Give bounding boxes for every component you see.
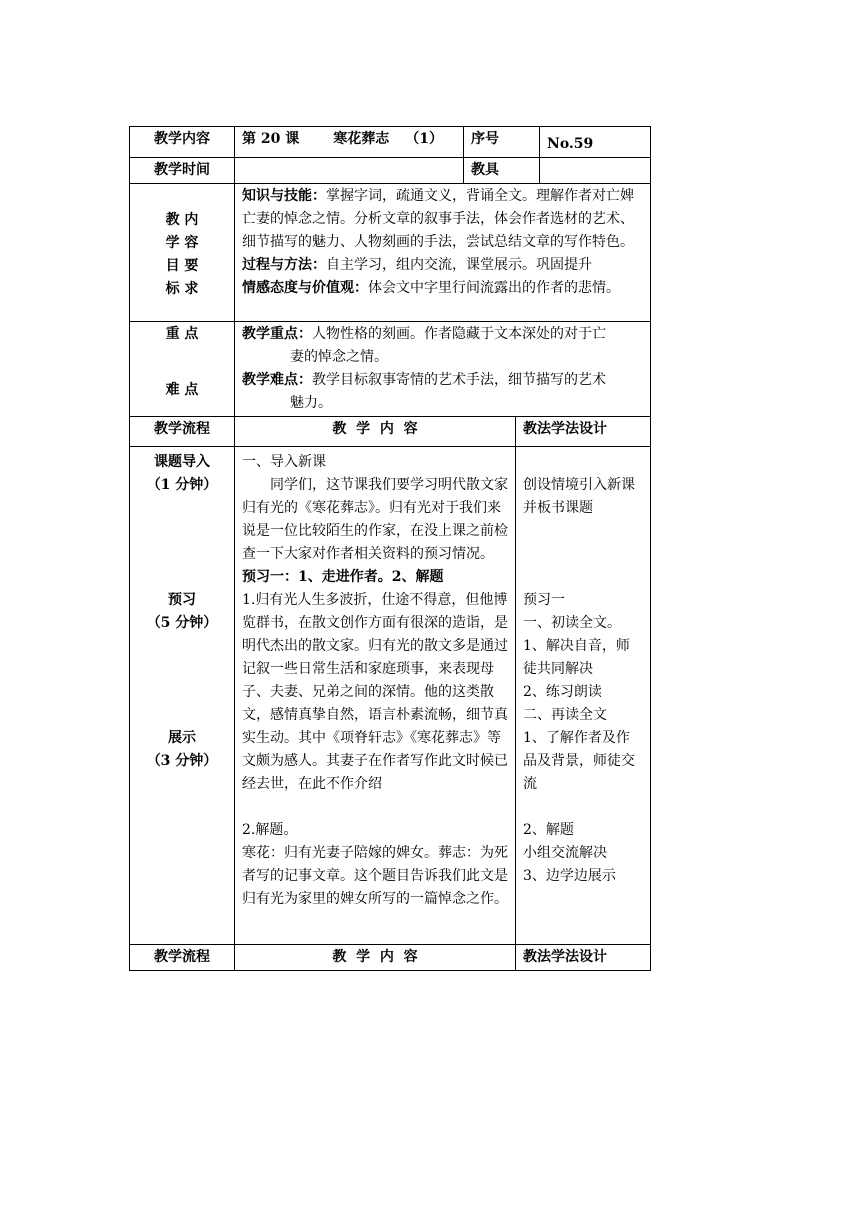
flow-content (235, 447, 516, 945)
goal-emotion-text: 体会文中字里行间流露出的作者的悲情。 (368, 280, 620, 296)
flow-header-method: 教法学法设计 (516, 417, 651, 447)
difficulty-text: 教学目标叙事寄情的艺术手法，细节描写的艺术 (312, 372, 606, 388)
flow-header (130, 417, 651, 447)
seq-label: 序号 (464, 127, 540, 158)
author-text: 1.归有光人生多波折，仕途不得意，但他博览群书，在散文创作方面有很深的造诣，是明代杰出的散文家。归有光的散文多是通过记叙一些日常生活和家庭琐事，来表现母子、夫妻、兄弟之间的深情。他的这类散文，感情真挚自然，语言朴素流畅，细节真实生动。其中《项脊轩志》《寒花葬志》等文颇为感人。其妻子在作者写作此文时候已经去世，在此不作介绍 (242, 592, 508, 792)
row-goals (130, 184, 651, 322)
flow-methods (516, 447, 651, 945)
time-value (235, 158, 464, 184)
method-item: 创设情境引入新课并板书课题 (523, 477, 636, 516)
tools-label: 教具 (464, 158, 540, 184)
focus-label: 教学重点： (242, 326, 312, 342)
focus-text-cont: 妻的悼念之情。 (290, 349, 388, 365)
key-content (235, 322, 651, 417)
lesson-plan-table (129, 126, 651, 971)
goal-knowledge (242, 185, 643, 254)
goals-label-line: 目 要 (165, 258, 199, 274)
stage-display: 展示 (168, 730, 196, 746)
stage-preview: 预习 (168, 592, 196, 608)
goals-label-line: 教 内 (165, 212, 199, 228)
goal-process (242, 254, 643, 277)
method-item: 预习一 (523, 592, 566, 608)
difficulty-label: 教学难点： (242, 372, 312, 388)
flow-header-content: 教 学 内 容 (235, 417, 516, 447)
goals-content (235, 184, 651, 322)
key-label (130, 322, 235, 417)
focus-text: 人物性格的刻画。作者隐藏于文本深处的对于亡 (312, 326, 606, 342)
row-time (130, 158, 651, 184)
stage-intro-time: （1 分钟） (146, 477, 218, 493)
flow-body (130, 447, 651, 945)
flow-stages (130, 447, 235, 945)
stage-preview-time: （5 分钟） (146, 615, 218, 631)
goal-knowledge-label: 知识与技能： (242, 188, 326, 204)
title-text: 寒花：归有光妻子陪嫁的婢女。葬志：为死者写的记事文章。这个题目告诉我们此文是归有光为家里的婢女所写的一篇悼念之作。 (242, 845, 508, 907)
method-item: 1、了解作者及作品及背景，师徒交流 (523, 730, 636, 792)
seq-value: No.59 (540, 127, 651, 158)
focus-line (242, 323, 643, 346)
goal-process-text: 自主学习，组内交流，课堂展示。巩固提升 (326, 257, 592, 273)
method-item: 2、解题 (523, 822, 574, 838)
title-heading: 2.解题。 (242, 822, 298, 838)
goals-label-line: 学 容 (165, 235, 199, 251)
method-item: 小组交流解决 (523, 845, 608, 861)
flow-footer-method: 教法学法设计 (516, 945, 651, 971)
goal-emotion-label: 情感态度与价值观： (242, 280, 368, 296)
lesson-title: 寒花葬志 (333, 131, 390, 147)
goal-emotion (242, 277, 643, 300)
key-label-top: 重 点 (165, 326, 199, 342)
row-lesson (130, 127, 651, 158)
row-key-points (130, 322, 651, 417)
key-label-bottom: 难 点 (165, 382, 199, 398)
flow-footer (130, 945, 651, 971)
time-label: 教学时间 (130, 158, 235, 184)
method-item: 一、初读全文。 (523, 615, 622, 631)
lesson-title-cell (235, 127, 464, 158)
intro-title: 一、导入新课 (242, 454, 326, 470)
method-item: 2、练习朗读 (523, 684, 602, 700)
difficulty-text-cont: 魅力。 (290, 395, 332, 411)
flow-header-stage: 教学流程 (130, 417, 235, 447)
preview-title: 预习一：1、走进作者。2、解题 (242, 569, 444, 585)
goals-label-line: 标 求 (165, 281, 199, 297)
intro-text: 同学们，这节课我们要学习明代散文家归有光的《寒花葬志》。归有光对于我们来说是一位比较陌生的作家，在没上课之前检查一下大家对作者相关资料的预习情况。 (242, 477, 508, 562)
stage-intro: 课题导入 (154, 454, 210, 470)
flow-footer-content: 教 学 内 容 (235, 945, 516, 971)
method-item: 1、解决自音，师徒共同解决 (523, 638, 630, 677)
stage-display-time: （3 分钟） (146, 753, 218, 769)
difficulty-line (242, 369, 643, 392)
method-item: 3、边学边展示 (523, 868, 616, 884)
lesson-number: 第 20 课 (242, 131, 300, 147)
goals-label (130, 184, 235, 322)
lesson-label: 教学内容 (130, 127, 235, 158)
tools-value (540, 158, 651, 184)
method-item: 二、再读全文 (523, 707, 608, 723)
flow-footer-stage: 教学流程 (130, 945, 235, 971)
goal-process-label: 过程与方法： (242, 257, 326, 273)
lesson-part: （1） (405, 131, 443, 147)
goal-knowledge-text: 掌握字词，疏通文义，背诵全文。理解作者对亡婢亡妻的悼念之情。分析文章的叙事手法，体会作者选材的艺术、细节描写的魅力、人物刻画的手法，尝试总结文章的写作特色。 (242, 188, 634, 250)
